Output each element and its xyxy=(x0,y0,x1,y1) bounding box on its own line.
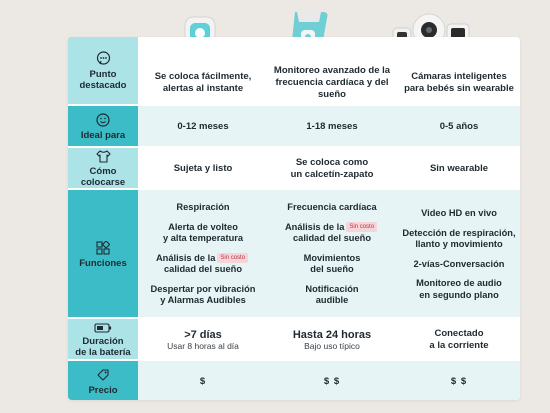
feature-2-3-line2: del sueño xyxy=(310,264,354,275)
feature-3-3: 2-vías-Conversación xyxy=(413,258,505,269)
cell-battery-2-main: Hasta 24 horas xyxy=(292,329,372,341)
label-highlight-line2: destacado xyxy=(79,79,127,91)
comparison-table xyxy=(68,37,520,400)
feature-3-1: Video HD en vivo xyxy=(421,208,497,218)
cell-highlight-2-line1: Monitoreo avanzado de la xyxy=(273,64,391,76)
cell-functions-1 xyxy=(140,190,266,319)
label-functions xyxy=(68,190,138,319)
cell-battery-2-sub: Bajo uso típico xyxy=(304,341,360,351)
feature-2-1: Frecuencia cardíaca xyxy=(287,202,377,213)
feature-1-2-line1: Alerta de volteo xyxy=(168,221,238,232)
feature-2-4 xyxy=(305,284,358,307)
cell-highlight-1-line2: alertas al instante xyxy=(162,82,244,94)
cell-battery-2 xyxy=(266,319,398,361)
cell-battery-1-main: >7 días xyxy=(184,329,222,341)
cell-ideal-2: 1-18 meses xyxy=(306,121,358,132)
cell-highlight-1-line1: Se coloca fácilmente, xyxy=(154,70,252,82)
label-ideal-text: Ideal para xyxy=(80,130,126,141)
cell-wear-2-line2: un calcetín-zapato xyxy=(290,169,374,180)
feature-1-3-line2: calidad del sueño xyxy=(163,264,242,275)
label-battery-line1: Duración xyxy=(82,335,124,347)
cell-price-3: $ $ xyxy=(450,375,468,387)
cell-battery-3-line2: a la corriente xyxy=(429,340,489,351)
cell-wear-1: Sujeta y listo xyxy=(173,163,233,174)
cell-battery-1 xyxy=(140,319,266,361)
grid-icon xyxy=(96,241,110,255)
row-highlight xyxy=(68,37,520,104)
row-wear xyxy=(68,146,520,190)
shirt-icon xyxy=(96,150,111,163)
cell-battery-3-line1: Conectado xyxy=(434,328,484,339)
label-highlight-line1: Punto xyxy=(89,68,117,80)
feature-2-2-line2: calidad del sueño xyxy=(292,233,371,244)
feature-2-4-line1: Notificación xyxy=(305,283,359,294)
cell-functions-2 xyxy=(266,190,398,319)
feature-2-4-line2: audible xyxy=(315,295,349,306)
cell-wear-2 xyxy=(266,148,398,190)
label-wear-line1: Cómo xyxy=(89,166,117,177)
feature-3-2-line1: Detección de respiración, xyxy=(402,227,516,238)
battery-icon xyxy=(94,323,112,333)
cell-highlight-2-line2: frecuencia cardíaca y del sueño xyxy=(275,76,389,100)
feature-1-4-line1: Despertar por vibración xyxy=(150,283,256,294)
feature-3-2-line2: llanto y movimiento xyxy=(415,239,503,249)
cell-wear-3: Sin wearable xyxy=(429,163,489,174)
label-wear xyxy=(68,148,138,190)
label-functions-text: Funciones xyxy=(79,257,127,269)
cell-highlight-3-line2: para bebés sin wearable xyxy=(404,82,514,94)
row-ideal xyxy=(68,104,520,148)
feature-1-2 xyxy=(163,222,243,245)
feature-3-4-line2: en segundo plano xyxy=(419,289,499,300)
cell-battery-1-sub: Usar 8 horas al día xyxy=(167,341,239,351)
label-price-text: Precio xyxy=(88,384,118,396)
row-functions xyxy=(68,188,520,319)
cell-functions-3 xyxy=(398,190,520,319)
smiley-icon xyxy=(96,113,110,127)
feature-3-4 xyxy=(416,278,502,301)
cell-price-1: $ xyxy=(199,375,207,387)
free-badge: Sin costo xyxy=(346,222,377,232)
feature-1-3-line1: Análisis de la xyxy=(155,252,216,263)
cell-price-2: $ $ xyxy=(323,375,341,387)
label-battery-line2: de la batería xyxy=(75,346,131,358)
feature-3-2 xyxy=(402,228,515,251)
feature-2-2-line1: Análisis de la xyxy=(284,221,345,232)
chat-bubble-icon xyxy=(96,51,111,66)
feature-1-3 xyxy=(156,253,250,276)
row-price xyxy=(68,359,520,400)
feature-2-2 xyxy=(285,222,379,245)
feature-2-3-line1: Movimientos xyxy=(303,252,361,263)
label-wear-line2: colocarse xyxy=(80,177,126,188)
feature-1-4-line2: y Alarmas Audibles xyxy=(160,295,246,306)
label-ideal xyxy=(68,106,138,148)
feature-1-1: Respiración xyxy=(176,202,230,213)
feature-1-4 xyxy=(151,284,256,307)
label-highlight xyxy=(68,37,138,104)
feature-1-2-line2: y alta temperatura xyxy=(162,233,244,244)
cell-wear-2-line1: Se coloca como xyxy=(295,157,369,168)
feature-2-3 xyxy=(304,253,361,276)
row-battery xyxy=(68,317,520,361)
cell-ideal-1: 0-12 meses xyxy=(177,121,229,132)
cell-battery-3 xyxy=(398,319,520,361)
free-badge: Sin costo xyxy=(217,253,248,263)
label-battery xyxy=(68,319,138,361)
cell-ideal-3: 0-5 años xyxy=(439,121,479,132)
feature-3-4-line1: Monitoreo de audio xyxy=(416,278,502,288)
cell-highlight-3-line1: Cámaras inteligentes xyxy=(411,70,507,82)
label-price xyxy=(68,361,138,400)
price-tag-icon xyxy=(96,368,110,382)
